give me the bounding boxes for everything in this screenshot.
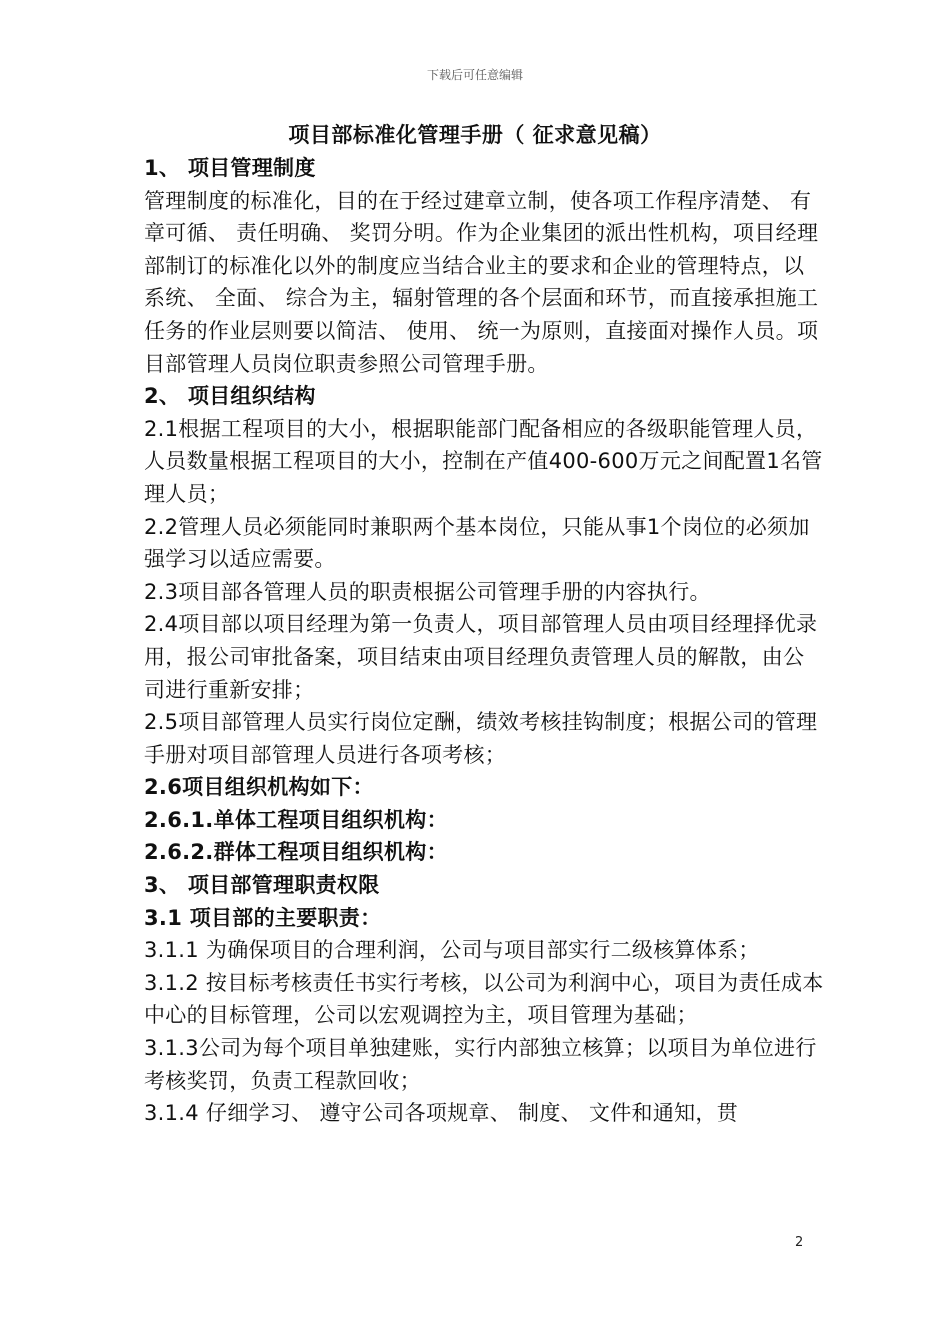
- subsection-heading: 3.1 项目部的主要职责：: [144, 905, 382, 930]
- paragraph: 3.1.2 按目标考核责任书实行考核，以公司为利润中心，项目为责任成本中心的目标管理，公司以宏观调控为主，项目管理为基础；: [144, 970, 824, 1028]
- paragraph: 3.1.4 仔细学习、 遵守公司各项规章、 制度、 文件和通知，贯: [144, 1101, 739, 1126]
- paragraph: 2.4项目部以项目经理为第一负责人，项目部管理人员由项目经理择优录用，报公司审批备案，项目结束由项目经理负责管理人员的解散，由公司进行重新安排；: [144, 612, 818, 702]
- section-heading: 3、 项目部管理职责权限: [144, 873, 380, 898]
- header-note: 下载后可任意编辑: [426, 68, 523, 82]
- section-heading: 2、 项目组织结构: [144, 384, 316, 409]
- paragraph: 管理制度的标准化，目的在于经过建章立制，使各项工作程序清楚、 有章可循、 责任明确、 奖罚分明。作为企业集团的派出性机构，项目经理部制订的标准化以外的制度应当结合业主的要求和企业的管理特点，以系统、 全面、 综合为主，辐射管理的各个层面和环节，而直接承担施工任务的作业层则要以简洁、 使用、 统一为原则，直接面对操作人员。项目部管理人员岗位职责参照公司管理手册。: [144, 188, 819, 376]
- subsection-heading: 2.6.1.单体工程项目组织机构：: [144, 807, 448, 832]
- paragraph: 2.1根据工程项目的大小，根据职能部门配备相应的各级职能管理人员，人员数量根据工程项目的大小，控制在产值400-600万元之间配置1名管理人员；: [144, 416, 823, 506]
- page-number: 2: [795, 1235, 804, 1250]
- paragraph: 2.3项目部各管理人员的职责根据公司管理手册的内容执行。: [144, 579, 711, 604]
- document-title: 项目部标准化管理手册（ 征求意见稿）: [288, 123, 662, 147]
- paragraph: 3.1.1 为确保项目的合理利润，公司与项目部实行二级核算体系；: [144, 938, 760, 963]
- subsection-heading: 2.6.2.群体工程项目组织机构：: [144, 840, 448, 865]
- document-body: [144, 152, 824, 1130]
- paragraph: 2.5项目部管理人员实行岗位定酬，绩效考核挂钩制度；根据公司的管理手册对项目部管理人员进行各项考核；: [144, 710, 818, 767]
- paragraph: 3.1.3公司为每个项目单独建账，实行内部独立核算；以项目为单位进行考核奖罚，负责工程款回收；: [144, 1036, 817, 1093]
- subsection-heading: 2.6项目组织机构如下：: [144, 775, 374, 800]
- section-heading: 1、 项目管理制度: [144, 156, 316, 180]
- paragraph: 2.2管理人员必须能同时兼职两个基本岗位，只能从事1个岗位的必须加强学习以适应需要。: [144, 514, 810, 572]
